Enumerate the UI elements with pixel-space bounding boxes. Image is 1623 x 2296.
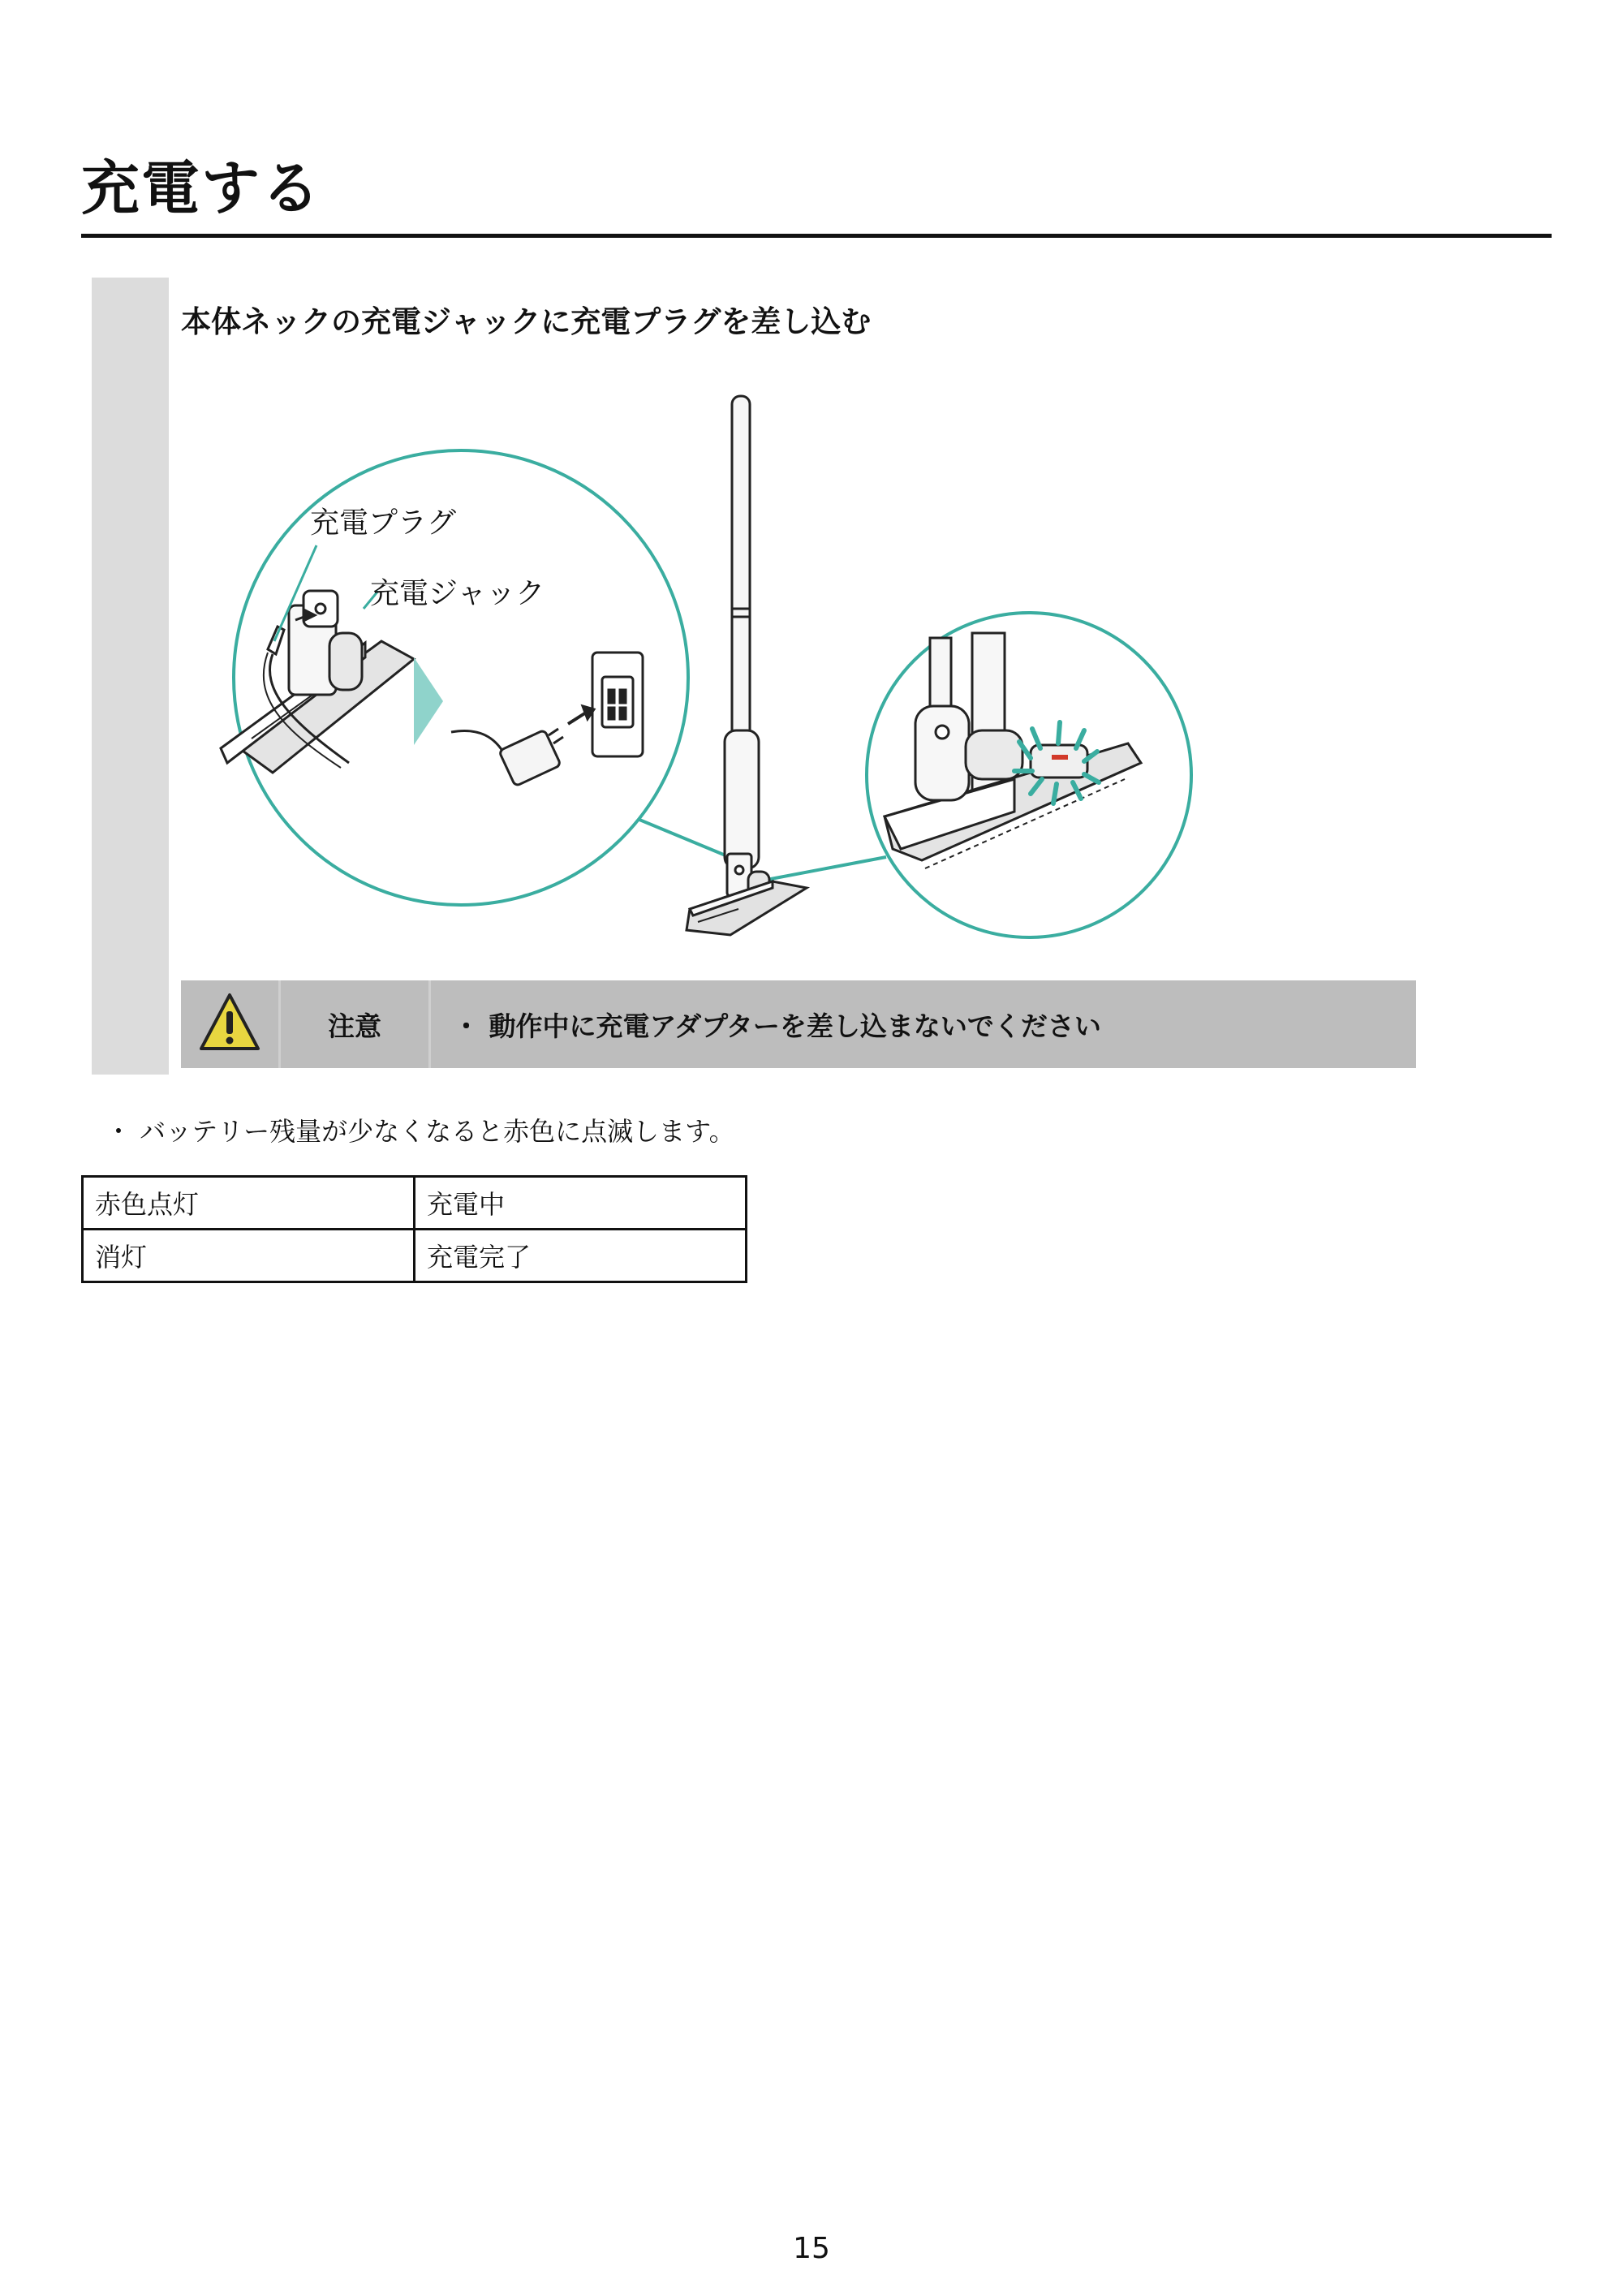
plug-callout-label: 充電プラグ [310, 506, 457, 540]
plug-jack-zoom-view [221, 450, 688, 905]
step-side-bar [92, 278, 169, 1075]
table-row [83, 1230, 747, 1282]
warning-triangle-icon [199, 992, 260, 1053]
zoom-connector-right [758, 857, 886, 881]
page-title: 充電する [81, 154, 322, 222]
status-meaning-cell: 充電完了 [415, 1230, 747, 1282]
caution-icon-cell [181, 980, 281, 1068]
battery-note: ・ バッテリー残量が少なくなると赤色に点滅します。 [105, 1116, 735, 1147]
title-underline [81, 234, 1552, 238]
charging-illustration [170, 373, 1250, 958]
zoom-connector-left [630, 816, 725, 855]
page-number: 15 [793, 2232, 830, 2265]
step-heading: 本体ネックの充電ジャックに充電プラグを差し込む [181, 304, 872, 339]
vacuum-body [687, 396, 807, 935]
status-table [81, 1175, 747, 1283]
table-row [83, 1177, 747, 1230]
status-state-cell: 赤色点灯 [83, 1177, 415, 1230]
jack-callout-label: 充電ジャック [370, 577, 545, 610]
caution-box [181, 980, 1416, 1068]
caution-text: ・ 動作中に充電アダプターを差し込まないでください [453, 1010, 1101, 1042]
red-indicator-light [1052, 755, 1068, 760]
caution-label: 注意 [281, 980, 431, 1068]
status-meaning-cell: 充電中 [415, 1177, 747, 1230]
status-state-cell: 消灯 [83, 1230, 415, 1282]
indicator-zoom-view [867, 613, 1191, 937]
